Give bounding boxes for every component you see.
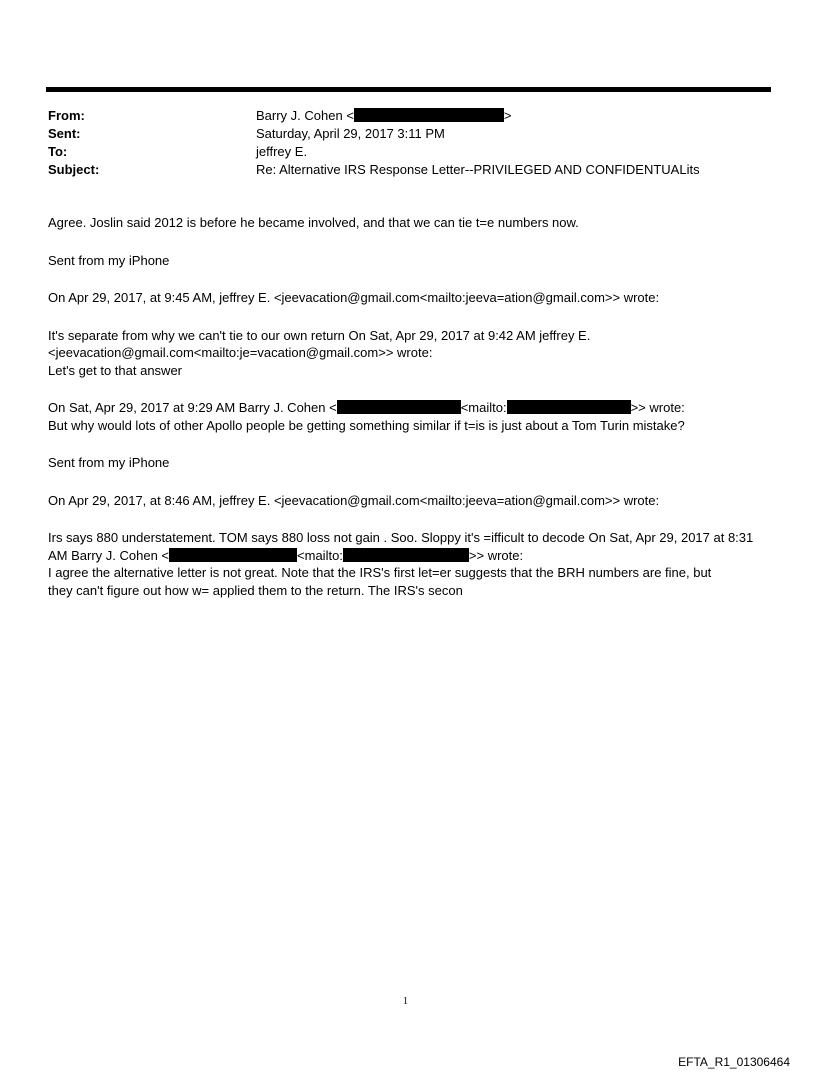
text-span: On Sat, Apr 29, 2017 at 9:29 AM Barry J. Cohen < bbox=[48, 400, 337, 415]
text-line: Let's get to that answer bbox=[48, 362, 183, 378]
from-value bbox=[256, 107, 512, 125]
body-paragraph bbox=[48, 529, 778, 599]
text-span: AM Barry J. Cohen < bbox=[48, 547, 170, 563]
subject-value: Re: Alternative IRS Response Letter--PRIVILEGED AND CONFIDENTUALits bbox=[256, 162, 700, 177]
header-rule bbox=[46, 87, 771, 92]
text-span: >> wrote: bbox=[630, 400, 685, 415]
from-close: > bbox=[503, 108, 512, 123]
redaction-box bbox=[507, 400, 631, 414]
signature-line: Sent from my iPhone bbox=[48, 252, 170, 268]
text-line bbox=[48, 399, 778, 417]
from-name: Barry J. Cohen < bbox=[256, 108, 354, 123]
from-label: From: bbox=[48, 108, 85, 123]
to-value: jeffrey E. bbox=[256, 144, 308, 159]
redaction-box bbox=[337, 400, 461, 414]
subject-label: Subject: bbox=[48, 162, 100, 177]
text-span: <mailto: bbox=[460, 400, 507, 415]
page-number: 1 bbox=[403, 996, 408, 1007]
to-label: To: bbox=[48, 144, 68, 159]
text-line: I agree the alternative letter is not great. Note that the IRS's first let=er suggests that the BRH numbers are fine, but bbox=[48, 565, 712, 580]
text-line bbox=[48, 547, 778, 565]
body-paragraph bbox=[48, 327, 778, 380]
text-span: <mailto: bbox=[297, 547, 343, 563]
quote-header: On Apr 29, 2017, at 9:45 AM, jeffrey E. <jeevacation@gmail.com<mailto:jeeva=ation@gmail.com>> wrote: bbox=[48, 290, 660, 305]
text-line: It's separate from why we can't tie to our own return On Sat, Apr 29, 2017 at 9:42 AM jeffrey E. bbox=[48, 327, 591, 343]
body-paragraph bbox=[48, 399, 778, 434]
text-line: they can't figure out how w= applied them to the return. The IRS's secon bbox=[48, 582, 463, 598]
signature-line: Sent from my iPhone bbox=[48, 455, 170, 470]
text-line: Irs says 880 understatement. TOM says 880 loss not gain . Soo. Sloppy it's =ifficult to decode On Sat, Apr 29, 2017 at 8:31 bbox=[48, 530, 754, 545]
email-body bbox=[48, 214, 778, 619]
body-paragraph: Agree. Joslin said 2012 is before he became involved, and that we can tie t=e numbers now. bbox=[48, 215, 579, 230]
text-line: <jeevacation@gmail.com<mailto:je=vacation@gmail.com>> wrote: bbox=[48, 345, 433, 360]
text-line: But why would lots of other Apollo people be getting something similar if t=is is just about a Tom Turin mistake? bbox=[48, 417, 685, 433]
redaction-box bbox=[169, 548, 297, 562]
document-id: EFTA_R1_01306464 bbox=[678, 1055, 790, 1069]
text-span: >> wrote: bbox=[468, 547, 524, 563]
quote-header: On Apr 29, 2017, at 8:46 AM, jeffrey E. <jeevacation@gmail.com<mailto:jeeva=ation@gmail.com>> wrote: bbox=[48, 492, 660, 508]
redaction-box bbox=[343, 548, 469, 562]
redaction-box bbox=[354, 108, 504, 122]
sent-value: Saturday, April 29, 2017 3:11 PM bbox=[256, 126, 445, 141]
sent-label: Sent: bbox=[48, 126, 81, 141]
